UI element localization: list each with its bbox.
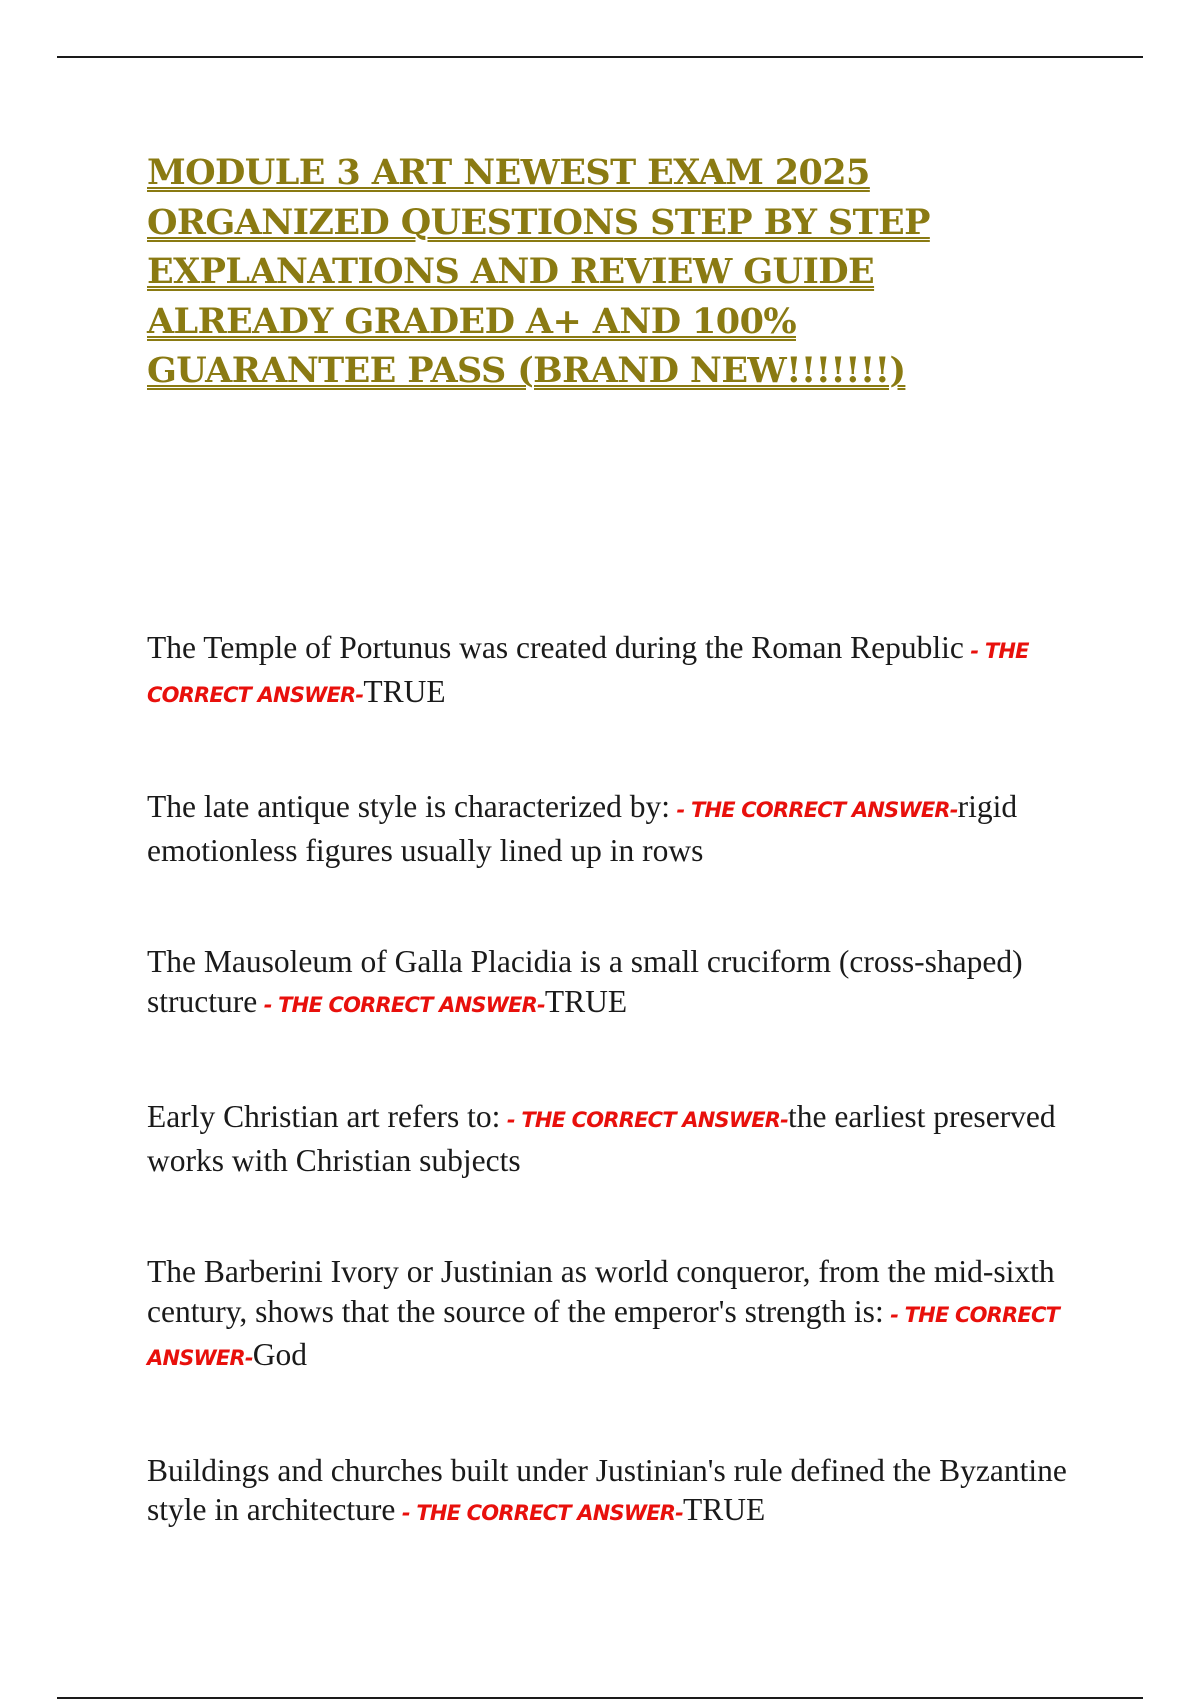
question-item bbox=[147, 628, 1087, 715]
bottom-rule bbox=[57, 1697, 1143, 1699]
question-item bbox=[147, 787, 1087, 870]
question-list bbox=[147, 628, 1087, 1534]
question-text: The Barberini Ivory or Justinian as world conqueror, from the mid-sixth century, shows that the source of the emperor's strength is: bbox=[147, 1254, 1055, 1329]
correct-answer-marker: - THE CORRECT ANSWER- bbox=[257, 992, 545, 1017]
document-title: MODULE 3 ART NEWEST EXAM 2025 ORGANIZED QUESTIONS STEP BY STEP EXPLANATIONS AND REVIEW GUIDE ALREADY GRADED A+ AND 100% GUARANTEE PASS (BRAND NEW!!!!!!!) bbox=[147, 152, 930, 391]
answer-text: TRUE bbox=[544, 983, 628, 1019]
question-text: The late antique style is characterized by: bbox=[147, 789, 671, 824]
answer-text: TRUE bbox=[363, 673, 446, 709]
question-item bbox=[147, 1252, 1087, 1379]
question-text: The Temple of Portunus was created during the Roman Republic bbox=[147, 630, 964, 665]
question-text: The Mausoleum of Galla Placidia is a small cruciform (cross-shaped) structure bbox=[147, 944, 1023, 1019]
answer-text: God bbox=[252, 1337, 307, 1372]
correct-answer-marker: - THE CORRECT ANSWER- bbox=[147, 639, 1029, 707]
answer-text: the earliest preserved works with Christian subjects bbox=[147, 1099, 1056, 1178]
question-item bbox=[147, 1097, 1087, 1180]
question-text: Buildings and churches built under Justinian's rule defined the Byzantine style in architecture bbox=[147, 1452, 1067, 1527]
correct-answer-marker: - THE CORRECT ANSWER- bbox=[670, 798, 958, 822]
correct-answer-marker: - THE CORRECT ANSWER- bbox=[395, 1501, 684, 1525]
question-text: Early Christian art refers to: bbox=[147, 1099, 501, 1134]
top-rule bbox=[57, 56, 1143, 58]
correct-answer-marker: - THE CORRECT ANSWER- bbox=[147, 1302, 1060, 1370]
answer-text: TRUE bbox=[683, 1492, 766, 1527]
correct-answer-marker: - THE CORRECT ANSWER- bbox=[500, 1108, 789, 1132]
answer-text: rigid emotionless figures usually lined up in rows bbox=[147, 789, 1018, 868]
question-item bbox=[147, 1451, 1087, 1534]
question-item bbox=[147, 942, 1087, 1025]
